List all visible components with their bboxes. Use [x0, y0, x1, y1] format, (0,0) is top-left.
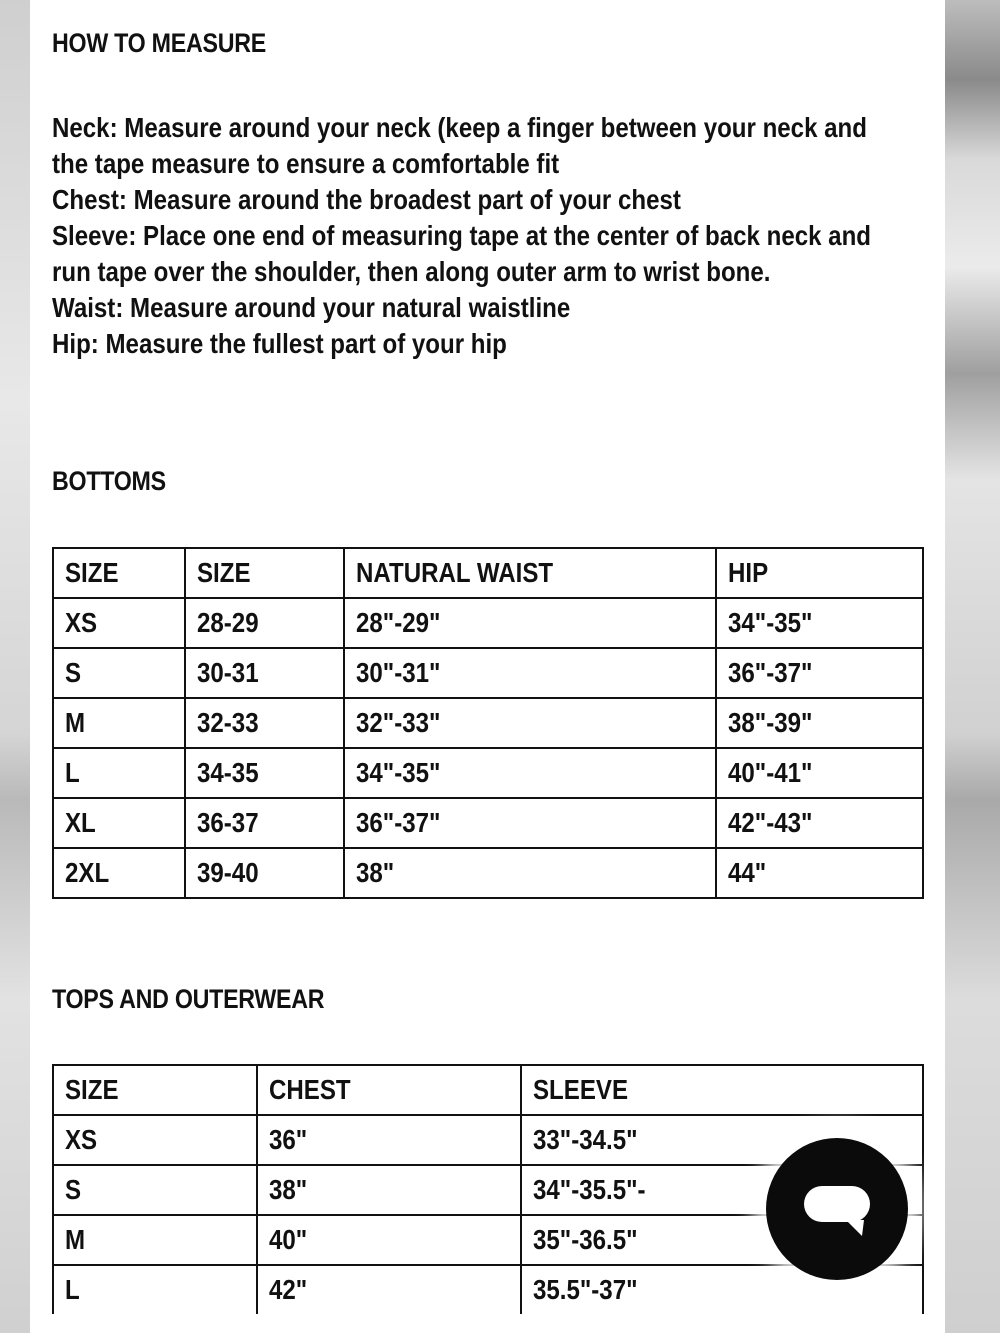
table-cell: XS: [53, 1115, 257, 1165]
table-cell: 36"-37": [716, 648, 923, 698]
table-cell: 28-29: [185, 598, 344, 648]
table-cell: 34"-35": [716, 598, 923, 648]
header-cell: CHEST: [257, 1065, 521, 1115]
instruction-line: Chest: Measure around the broadest part of your chest: [52, 184, 681, 215]
table-row: [53, 798, 923, 848]
table-row: [53, 598, 923, 648]
table-cell: M: [53, 1215, 257, 1265]
table-cell: 34-35: [185, 748, 344, 798]
bottoms-size-table: [52, 547, 924, 899]
instruction-line: Hip: Measure the fullest part of your hip: [52, 328, 507, 359]
chat-bubble-icon: [802, 1184, 872, 1238]
instruction-line: Waist: Measure around your natural waistline: [52, 292, 571, 323]
page-bottom-edge: [30, 1318, 945, 1333]
header-cell: SIZE: [185, 548, 344, 598]
table-cell: L: [53, 1265, 257, 1314]
instruction-line: the tape measure to ensure a comfortable fit: [52, 148, 560, 179]
table-cell: 36"-37": [344, 798, 716, 848]
table-header-row: [53, 1065, 923, 1115]
header-cell: HIP: [716, 548, 923, 598]
table-cell: 42"-43": [716, 798, 923, 848]
table-row: [53, 698, 923, 748]
table-cell: 44": [716, 848, 923, 898]
table-cell: 30"-31": [344, 648, 716, 698]
header-cell: SIZE: [53, 548, 185, 598]
background-right-edge: [945, 0, 1000, 1333]
how-to-measure-title: HOW TO MEASURE: [52, 28, 266, 58]
bottoms-title: BOTTOMS: [52, 466, 166, 496]
table-row: [53, 648, 923, 698]
table-cell: XL: [53, 798, 185, 848]
tops-title: TOPS AND OUTERWEAR: [52, 984, 325, 1014]
table-cell: 32"-33": [344, 698, 716, 748]
table-cell: 38": [257, 1165, 521, 1215]
header-cell: SIZE: [53, 1065, 257, 1115]
table-cell: 30-31: [185, 648, 344, 698]
instruction-line: run tape over the shoulder, then along outer arm to wrist bone.: [52, 256, 771, 287]
table-cell: 40"-41": [716, 748, 923, 798]
table-cell: 32-33: [185, 698, 344, 748]
measure-instructions: [52, 110, 929, 362]
table-cell: 28"-29": [344, 598, 716, 648]
table-row: [53, 848, 923, 898]
table-cell: 38": [344, 848, 716, 898]
table-cell: 40": [257, 1215, 521, 1265]
table-cell: XS: [53, 598, 185, 648]
table-cell: 42": [257, 1265, 521, 1314]
header-cell: NATURAL WAIST: [344, 548, 716, 598]
header-cell: SLEEVE: [521, 1065, 923, 1115]
table-cell: 2XL: [53, 848, 185, 898]
table-cell: 36": [257, 1115, 521, 1165]
table-cell: 36-37: [185, 798, 344, 848]
table-cell: M: [53, 698, 185, 748]
table-cell: 35"-36.5": [521, 1215, 923, 1265]
table-header-row: [53, 548, 923, 598]
table-cell: 38"-39": [716, 698, 923, 748]
table-cell: 35.5"-37": [521, 1265, 923, 1314]
instruction-line: Sleeve: Place one end of measuring tape at the center of back neck and: [52, 220, 872, 251]
table-cell: 33"-34.5": [521, 1115, 923, 1165]
table-cell: L: [53, 748, 185, 798]
table-row: [53, 748, 923, 798]
table-cell: 34"-35.5"-: [521, 1165, 923, 1215]
background-left-edge: [0, 0, 30, 1333]
table-cell: 39-40: [185, 848, 344, 898]
table-row: [53, 1265, 923, 1314]
table-cell: S: [53, 648, 185, 698]
chat-widget-button[interactable]: [766, 1138, 908, 1280]
table-cell: 34"-35": [344, 748, 716, 798]
instruction-line: Neck: Measure around your neck (keep a finger between your neck and: [52, 112, 867, 143]
table-cell: S: [53, 1165, 257, 1215]
